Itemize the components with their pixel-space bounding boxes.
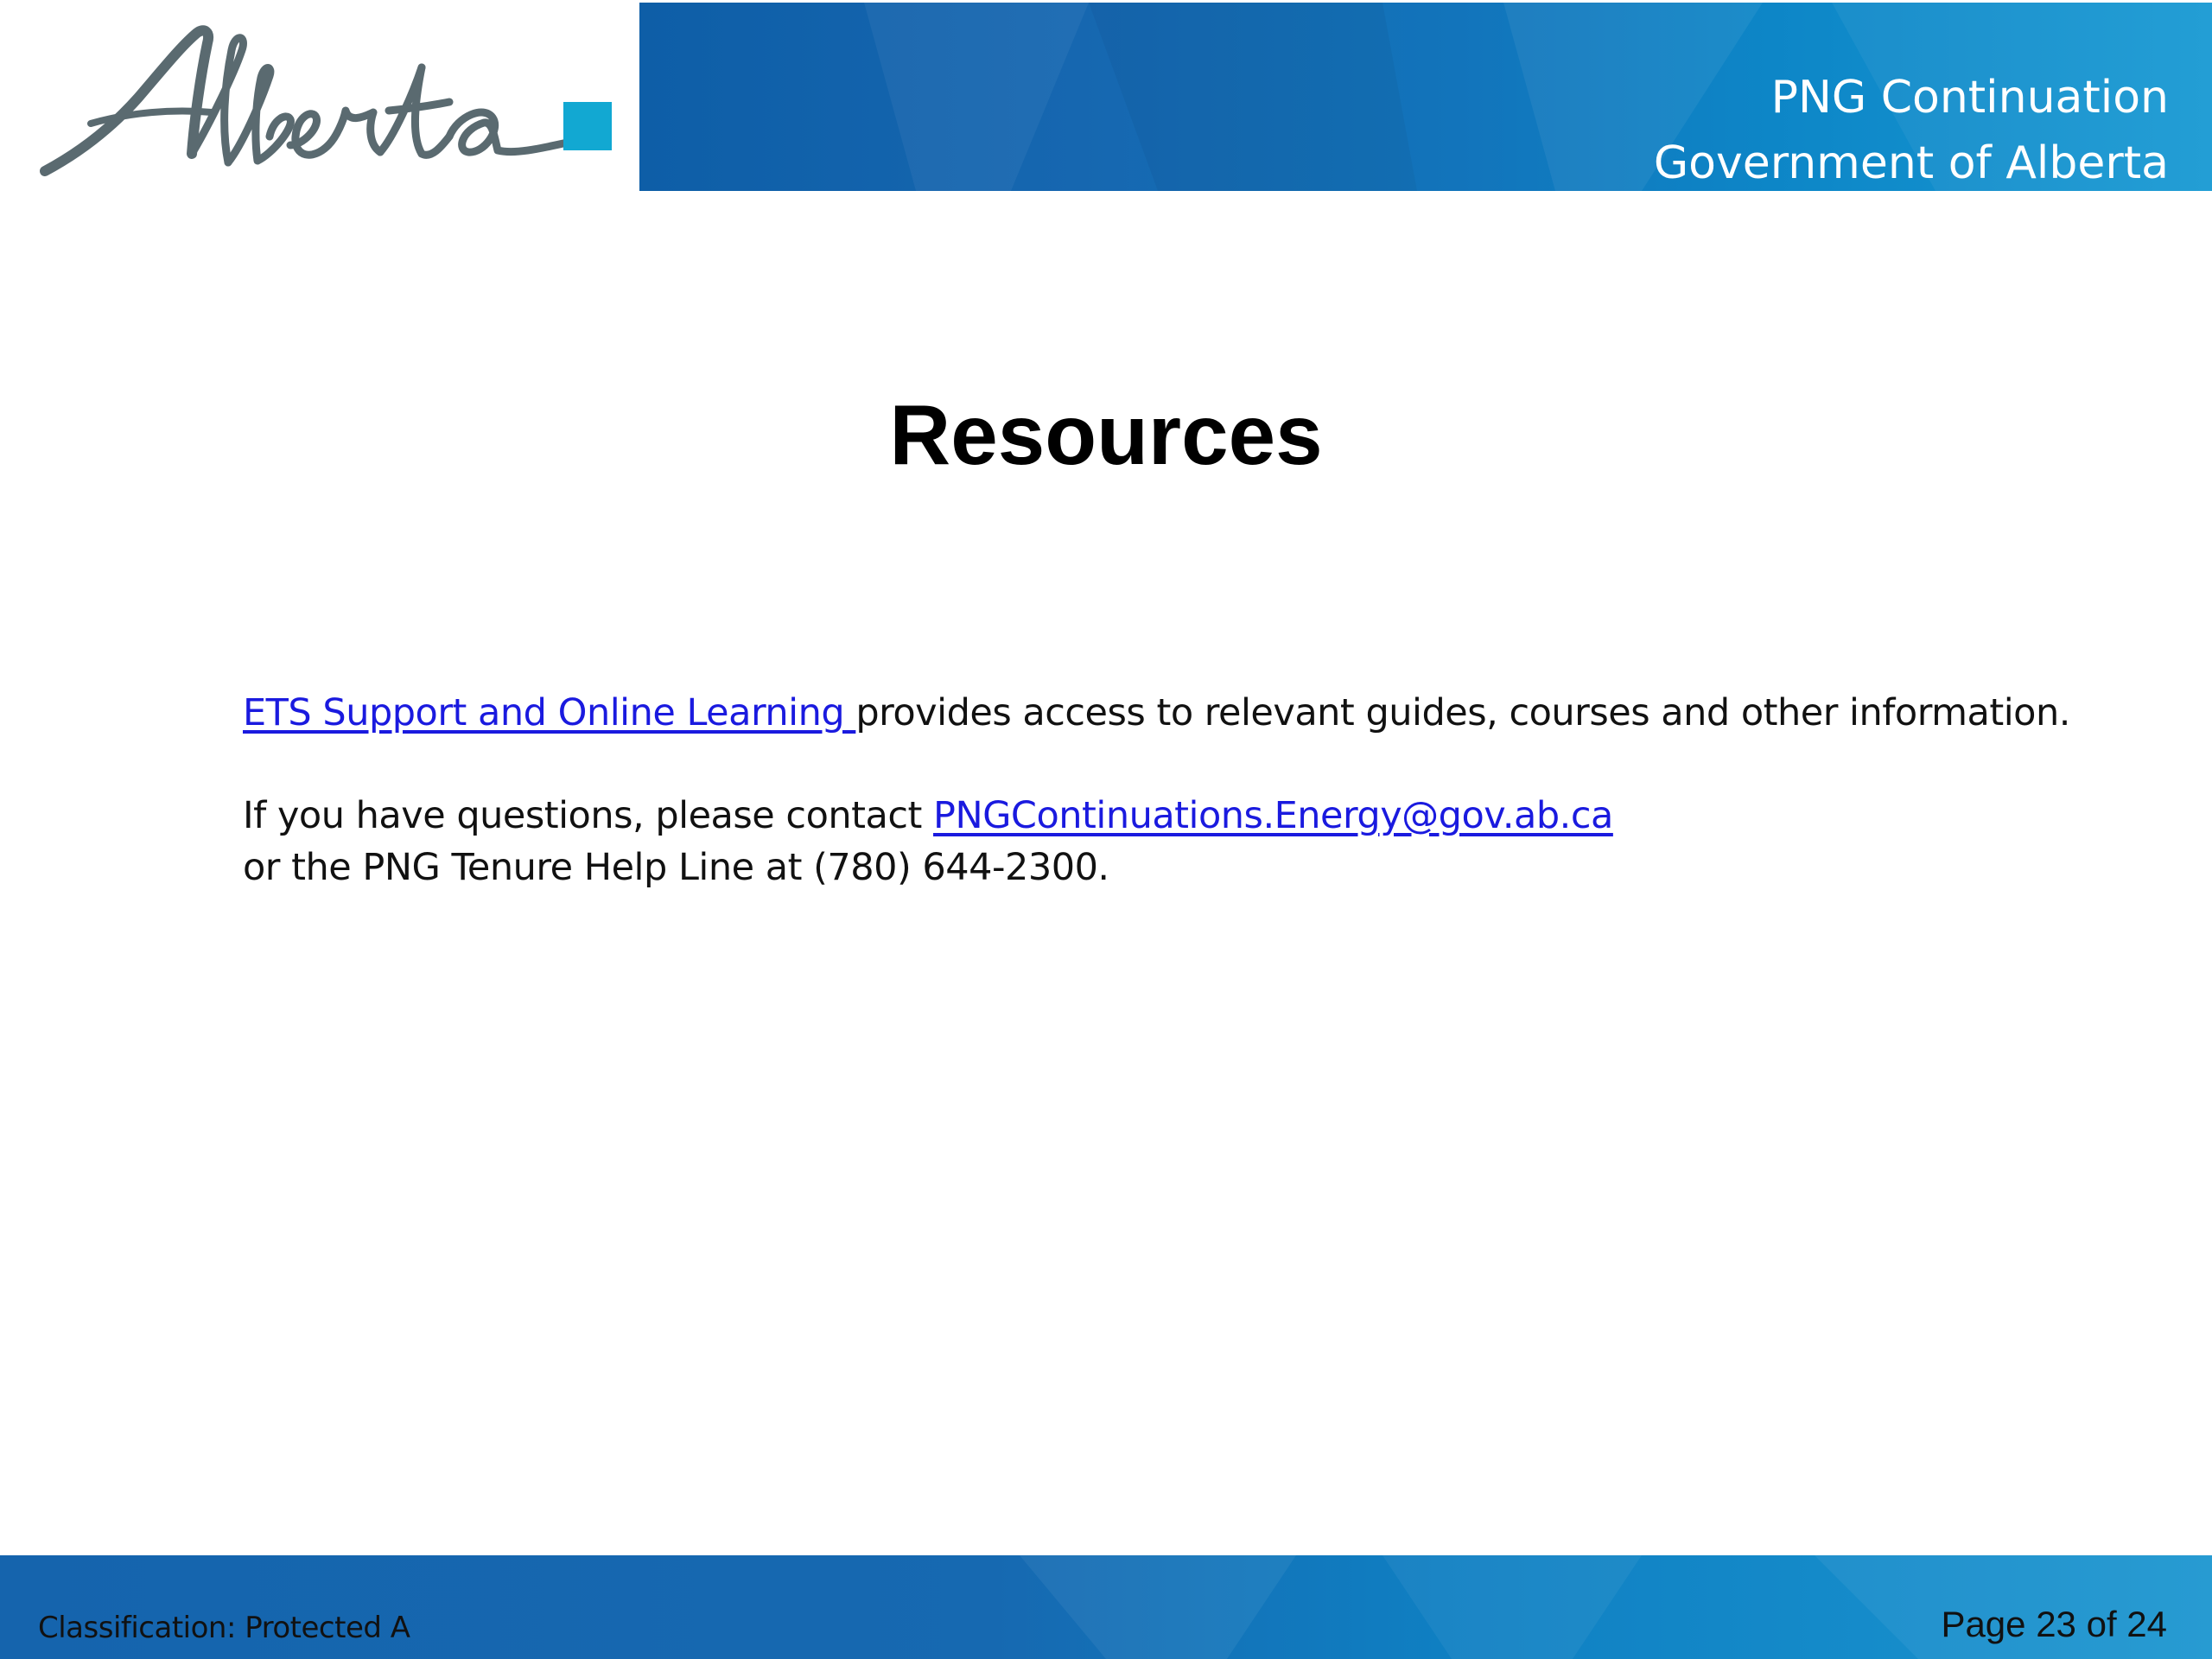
slide-content <box>243 686 2144 893</box>
alberta-logo <box>35 16 622 188</box>
slide-title: Resources <box>889 387 1323 482</box>
header-line-2: Government of Alberta <box>1653 137 2169 189</box>
resources-paragraph <box>243 686 2144 740</box>
classification-label: Classification: Protected A <box>38 1611 410 1645</box>
page-number: Page 23 of 24 <box>1941 1604 2167 1644</box>
helpline-text: or the PNG Tenure Help Line at (780) 644-2300. <box>243 846 1109 889</box>
header-line-1: PNG Continuation <box>1770 72 2169 124</box>
resources-text: provides access to relevant guides, courses and other information. <box>855 691 2070 734</box>
contact-paragraph <box>243 790 2144 842</box>
footer-banner <box>0 1555 2212 1659</box>
header-title <box>1654 65 2169 191</box>
contact-prefix: If you have questions, please contact <box>243 794 934 837</box>
header-banner <box>639 3 2212 191</box>
email-link[interactable]: PNGContinuations.Energy@gov.ab.ca <box>933 794 1613 837</box>
ets-support-link[interactable]: ETS Support and Online Learning <box>243 691 856 734</box>
